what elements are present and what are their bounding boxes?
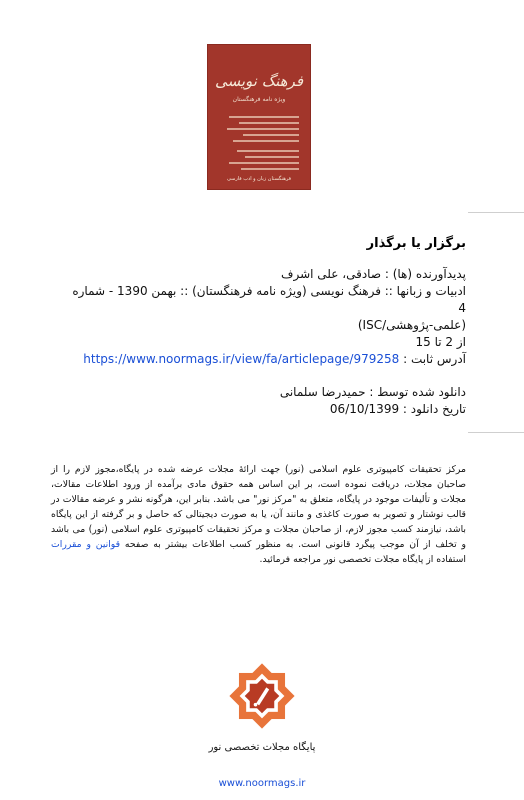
- cover-publisher: فرهنگستان زبان و ادب فارسی: [226, 176, 291, 182]
- permalink-label: آدرس ثابت :: [399, 352, 466, 366]
- cover-toc-line: [227, 128, 299, 130]
- cover-logo-text: فرهنگ نویسی: [214, 72, 304, 90]
- cover-toc-line: [229, 162, 299, 164]
- article-authors: پدیدآورنده (ها) : صادقی، علی اشرف: [281, 267, 466, 281]
- download-info: [66, 384, 466, 418]
- cover-toc-line: [245, 156, 299, 158]
- divider: [468, 212, 524, 213]
- article-metadata: [66, 266, 466, 368]
- article-title: برگزار یا برگذار: [366, 236, 466, 251]
- divider: [468, 432, 524, 433]
- cover-toc-line: [239, 122, 299, 124]
- cover-toc-line: [241, 168, 299, 170]
- footer-website-link[interactable]: www.noormags.ir: [218, 778, 306, 789]
- cover-toc-line: [237, 150, 299, 152]
- notice-text: مرکز تحقیقات کامپیوتری علوم اسلامی (نور) جهت ارائهٔ مجلات عرضه شده در پایگاه،مجوز لازم را از صاحبان مجلات، دریافت نموده است، بر این اساس همه حقوق مادی برآمده از ورود اطلاعات مقالات، مجلات و تألیفات موجود در پایگاه، متعلق به "مرکز نور" می باشد. بنابر این، هرگونه نشر و عرضه مقالات در قالب نوشتار و تصویر به صورت کاغذی و مانند آن، یا به صورت دیجیتالی که حاصل و بر گرفته از این پایگاه باشد، نیازمند کسب مجوز لازم، از صاحبان مجلات و مرکز تحقیقات کامپیوتری علوم اسلامی (نور) می باشد و تخلف از آن موجب پیگرد قانونی است. به منظور کسب اطلاعات بیشتر به صفحه: [51, 464, 466, 550]
- download-date: تاریخ دانلود : 06/10/1399: [329, 402, 466, 416]
- article-pages: از 2 تا 15: [415, 335, 466, 349]
- cover-toc-line: [229, 116, 299, 118]
- article-source: ادبیات و زبانها :: فرهنگ نویسی (ویژه نامه فرهنگستان) :: بهمن 1390 - شماره 4: [72, 284, 466, 315]
- cover-toc-line: [233, 140, 299, 142]
- noormags-logo-icon: [226, 660, 298, 732]
- permalink-link[interactable]: https://www.noormags.ir/view/fa/articlepage/979258: [83, 352, 400, 366]
- rules-link[interactable]: قوانین و مقررات: [51, 539, 121, 550]
- cover-toc-line: [243, 134, 299, 136]
- copyright-notice: [51, 462, 466, 567]
- permalink-row: [66, 351, 466, 368]
- notice-text-end: استفاده از پایگاه مجلات تخصصی نور مراجعه فرمائید.: [259, 554, 466, 565]
- journal-cover-image: [207, 44, 311, 190]
- footer-caption: پایگاه مجلات تخصصی نور: [208, 742, 316, 753]
- article-category: (علمی-پژوهشی/ISC): [357, 318, 466, 332]
- cover-subtitle: ویژه نامه فرهنگستان: [232, 96, 286, 103]
- downloaded-by: دانلود شده توسط : حمیدرضا سلمانی: [279, 385, 466, 399]
